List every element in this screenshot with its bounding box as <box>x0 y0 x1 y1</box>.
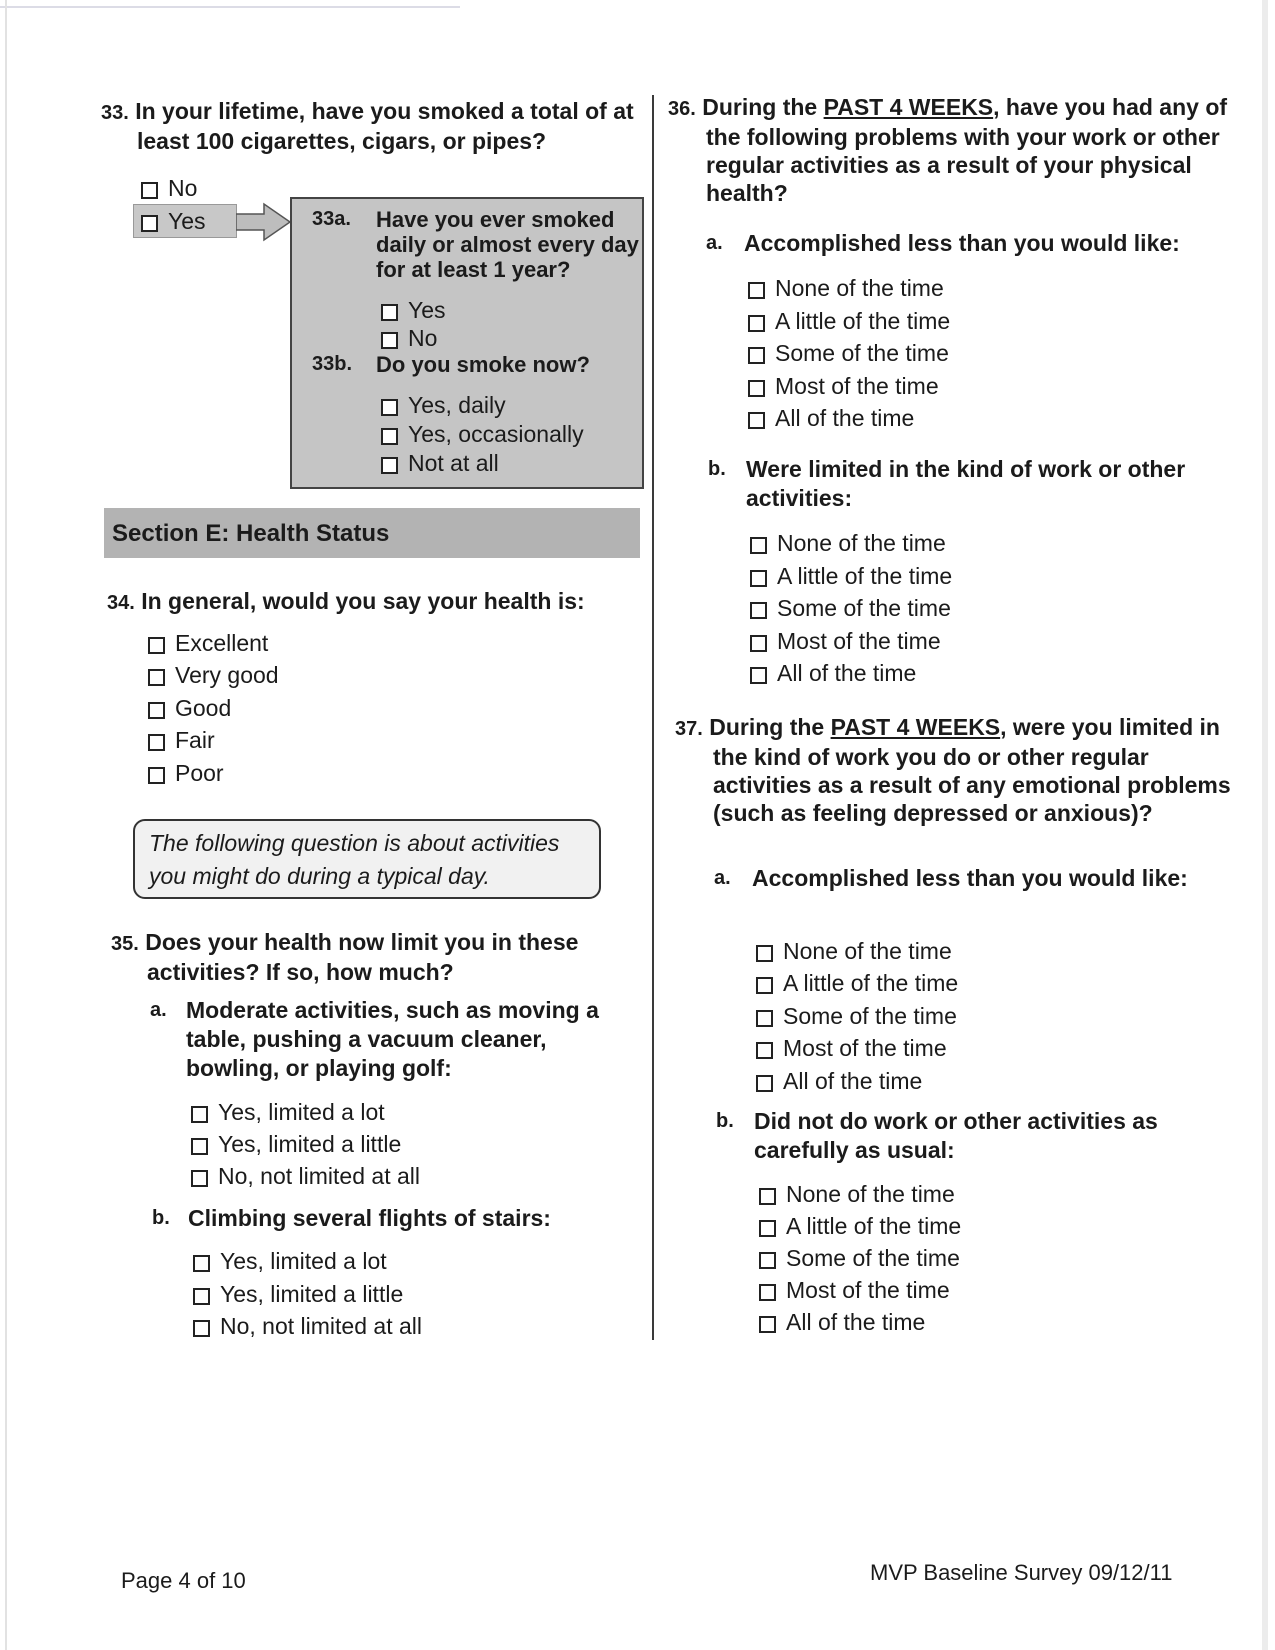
question-37b <box>716 1107 1196 1165</box>
checkbox[interactable] <box>191 1106 208 1123</box>
question-36b <box>708 455 1228 513</box>
option-label: All of the time <box>786 1309 926 1335</box>
question-37a <box>714 864 1194 893</box>
option-label: No <box>408 325 438 351</box>
q35a-option-3[interactable] <box>191 1163 420 1189</box>
checkbox[interactable] <box>750 635 767 652</box>
checkbox[interactable] <box>148 637 165 654</box>
option-label: All of the time <box>775 405 915 431</box>
option-label: Yes <box>168 208 206 234</box>
question-33 <box>101 97 677 155</box>
survey-version: MVP Baseline Survey 09/12/11 <box>870 1560 1173 1585</box>
section-title: Section E: Health Status <box>112 520 390 547</box>
question-36a <box>706 229 1226 258</box>
option-label: Very good <box>175 662 279 688</box>
q37a-option-3[interactable] <box>756 1003 957 1029</box>
option-label: Yes, occasionally <box>408 421 584 447</box>
question-37a-text: Accomplished less than you would like: <box>752 865 1188 891</box>
q37b-option-3[interactable] <box>759 1245 960 1271</box>
question-35a-letter: a. <box>150 999 167 1021</box>
question-37a-letter: a. <box>714 867 731 889</box>
page-number: Page 4 of 10 <box>121 1568 246 1593</box>
option-label: Most of the time <box>786 1277 950 1303</box>
checkbox[interactable] <box>381 332 398 349</box>
option-label: Some of the time <box>777 595 951 621</box>
q36b-option-1[interactable] <box>750 530 946 556</box>
question-37b-letter: b. <box>716 1110 734 1132</box>
q36b-option-3[interactable] <box>750 595 951 621</box>
q37b-option-4[interactable] <box>759 1277 950 1303</box>
checkbox[interactable] <box>148 669 165 686</box>
checkbox[interactable] <box>193 1288 210 1305</box>
option-label: Yes, daily <box>408 392 506 418</box>
option-label: Yes <box>408 297 446 323</box>
option-label: Fair <box>175 727 215 753</box>
option-label: Poor <box>175 760 224 786</box>
q36a-option-4[interactable] <box>748 373 939 399</box>
q35b-option-1[interactable] <box>193 1248 387 1274</box>
checkbox[interactable] <box>750 570 767 587</box>
q37a-option-1[interactable] <box>756 938 952 964</box>
question-36b-text: Were limited in the kind of work or other activities: <box>746 456 1186 511</box>
q36a-option-1[interactable] <box>748 275 944 301</box>
scan-artifact-top <box>0 6 460 8</box>
option-label: Excellent <box>175 630 269 656</box>
checkbox[interactable] <box>750 537 767 554</box>
scan-edge-right <box>1262 0 1268 1650</box>
q36a-option-5[interactable] <box>748 405 914 431</box>
q34-option-excellent[interactable] <box>148 630 268 656</box>
checkbox[interactable] <box>193 1320 210 1337</box>
option-label: Yes, limited a lot <box>218 1099 385 1125</box>
note-line-1: The following question is about activities <box>149 830 560 856</box>
question-35-number: 35. <box>111 933 139 955</box>
question-34-number: 34. <box>107 592 135 614</box>
checkbox[interactable] <box>759 1188 776 1205</box>
question-36-text-pre: During the <box>702 94 818 120</box>
option-label: Most of the time <box>775 373 939 399</box>
option-label: A little of the time <box>775 308 951 334</box>
question-37-text-pre: During the <box>709 714 825 740</box>
instruction-note <box>133 819 601 899</box>
column-divider <box>652 95 654 1340</box>
q35a-option-1[interactable] <box>191 1099 385 1125</box>
q37a-option-4[interactable] <box>756 1035 947 1061</box>
q37b-option-5[interactable] <box>759 1309 925 1335</box>
q33b-option-yes-occasionally[interactable] <box>381 421 584 447</box>
q35b-option-3[interactable] <box>193 1313 422 1339</box>
question-33-number: 33. <box>101 102 129 124</box>
question-36 <box>668 93 1246 207</box>
question-36-emphasis: PAST 4 WEEKS <box>823 94 994 120</box>
question-35b-text: Climbing several flights of stairs: <box>188 1205 551 1231</box>
question-33b-text: Do you smoke now? <box>376 352 590 377</box>
checkbox[interactable] <box>750 602 767 619</box>
section-header <box>104 508 640 558</box>
checkbox[interactable] <box>148 702 165 719</box>
option-label: Some of the time <box>783 1003 957 1029</box>
question-37-text-post: , were you limited in the kind of work you do or other regular activities as a result of any emotional problems (such as feeling depressed or anxious)? <box>713 714 1231 826</box>
checkbox[interactable] <box>759 1316 776 1333</box>
option-label: Yes, limited a little <box>218 1131 402 1157</box>
option-label: Most of the time <box>783 1035 947 1061</box>
checkbox[interactable] <box>748 380 765 397</box>
q33-option-no[interactable] <box>141 175 197 201</box>
q37a-option-2[interactable] <box>756 970 958 996</box>
checkbox[interactable] <box>748 347 765 364</box>
checkbox[interactable] <box>748 315 765 332</box>
question-33b <box>312 352 642 377</box>
q36b-option-4[interactable] <box>750 628 941 654</box>
checkbox[interactable] <box>191 1170 208 1187</box>
question-33-text: In your lifetime, have you smoked a total of at least 100 cigarettes, cigars, or pipes? <box>135 98 634 154</box>
question-37-number: 37. <box>675 718 703 740</box>
question-35b <box>152 1204 632 1233</box>
checkbox[interactable] <box>756 977 773 994</box>
question-34-text: In general, would you say your health is: <box>141 588 585 614</box>
option-label: A little of the time <box>777 563 953 589</box>
question-37-emphasis: PAST 4 WEEKS <box>830 714 1001 740</box>
question-33a-text: Have you ever smoked daily or almost every day for at least 1 year? <box>376 207 639 282</box>
checkbox[interactable] <box>759 1220 776 1237</box>
option-label: All of the time <box>777 660 917 686</box>
question-35b-letter: b. <box>152 1207 170 1229</box>
question-35-text: Does your health now limit you in these activities? If so, how much? <box>145 929 579 985</box>
question-35 <box>111 928 667 986</box>
checkbox[interactable] <box>750 667 767 684</box>
q37a-option-5[interactable] <box>756 1068 922 1094</box>
checkbox[interactable] <box>756 1010 773 1027</box>
q36a-option-2[interactable] <box>748 308 950 334</box>
checkbox[interactable] <box>148 734 165 751</box>
note-line-2: you might do during a typical day. <box>149 863 490 889</box>
q33a-option-yes[interactable] <box>381 297 446 323</box>
q37b-option-2[interactable] <box>759 1213 961 1239</box>
q36b-option-5[interactable] <box>750 660 916 686</box>
question-36-number: 36. <box>668 98 696 120</box>
q34-option-fair[interactable] <box>148 727 215 753</box>
question-35a <box>150 996 630 1083</box>
option-label: Good <box>175 695 232 721</box>
option-label: No, not limited at all <box>220 1313 422 1339</box>
question-33a <box>312 207 642 282</box>
question-37 <box>675 713 1253 827</box>
question-36-text-post: , have you had any of the following problems with your work or other regular activities as a result of your physical health? <box>706 94 1228 206</box>
q34-option-poor[interactable] <box>148 760 224 786</box>
checkbox[interactable] <box>756 1075 773 1092</box>
option-label: All of the time <box>783 1068 923 1094</box>
checkbox[interactable] <box>141 182 158 199</box>
option-label: A little of the time <box>783 970 959 996</box>
question-37b-text: Did not do work or other activities as carefully as usual: <box>754 1108 1158 1163</box>
question-33a-number: 33a. <box>312 208 351 230</box>
checkbox[interactable] <box>759 1252 776 1269</box>
checkbox[interactable] <box>756 1042 773 1059</box>
checkbox[interactable] <box>193 1255 210 1272</box>
checkbox[interactable] <box>381 399 398 416</box>
checkbox[interactable] <box>759 1284 776 1301</box>
q37b-option-1[interactable] <box>759 1181 955 1207</box>
checkbox[interactable] <box>381 457 398 474</box>
question-36a-text: Accomplished less than you would like: <box>744 230 1180 256</box>
q34-option-very-good[interactable] <box>148 662 279 688</box>
q36a-option-3[interactable] <box>748 340 949 366</box>
question-35a-text: Moderate activities, such as moving a table, pushing a vacuum cleaner, bowling, or playing golf: <box>186 997 599 1081</box>
option-label: Some of the time <box>775 340 949 366</box>
checkbox[interactable] <box>148 767 165 784</box>
question-33b-number: 33b. <box>312 353 353 375</box>
checkbox[interactable] <box>381 304 398 321</box>
question-36b-letter: b. <box>708 458 726 480</box>
option-label: Yes, limited a little <box>220 1281 404 1307</box>
checkbox[interactable] <box>141 215 158 232</box>
checkbox[interactable] <box>191 1138 208 1155</box>
q36b-option-2[interactable] <box>750 563 952 589</box>
q33b-option-yes-daily[interactable] <box>381 392 506 418</box>
question-34 <box>107 587 683 617</box>
q33b-option-not-at-all[interactable] <box>381 450 499 476</box>
checkbox[interactable] <box>381 428 398 445</box>
option-label: Not at all <box>408 450 499 476</box>
q34-option-good[interactable] <box>148 695 231 721</box>
option-label: A little of the time <box>786 1213 962 1239</box>
option-label: None of the time <box>775 275 944 301</box>
q33a-option-no[interactable] <box>381 325 437 351</box>
option-label: Yes, limited a lot <box>220 1248 387 1274</box>
option-label: No <box>168 175 198 201</box>
scan-edge-left <box>5 0 7 1650</box>
option-label: Most of the time <box>777 628 941 654</box>
option-label: No, not limited at all <box>218 1163 420 1189</box>
q33-option-yes[interactable] <box>141 208 206 234</box>
option-label: None of the time <box>786 1181 955 1207</box>
option-label: None of the time <box>783 938 952 964</box>
arrow-right-icon <box>236 202 292 242</box>
checkbox[interactable] <box>748 412 765 429</box>
checkbox[interactable] <box>748 282 765 299</box>
option-label: None of the time <box>777 530 946 556</box>
checkbox[interactable] <box>756 945 773 962</box>
question-36a-letter: a. <box>706 232 723 254</box>
q35a-option-2[interactable] <box>191 1131 401 1157</box>
q35b-option-2[interactable] <box>193 1281 403 1307</box>
option-label: Some of the time <box>786 1245 960 1271</box>
